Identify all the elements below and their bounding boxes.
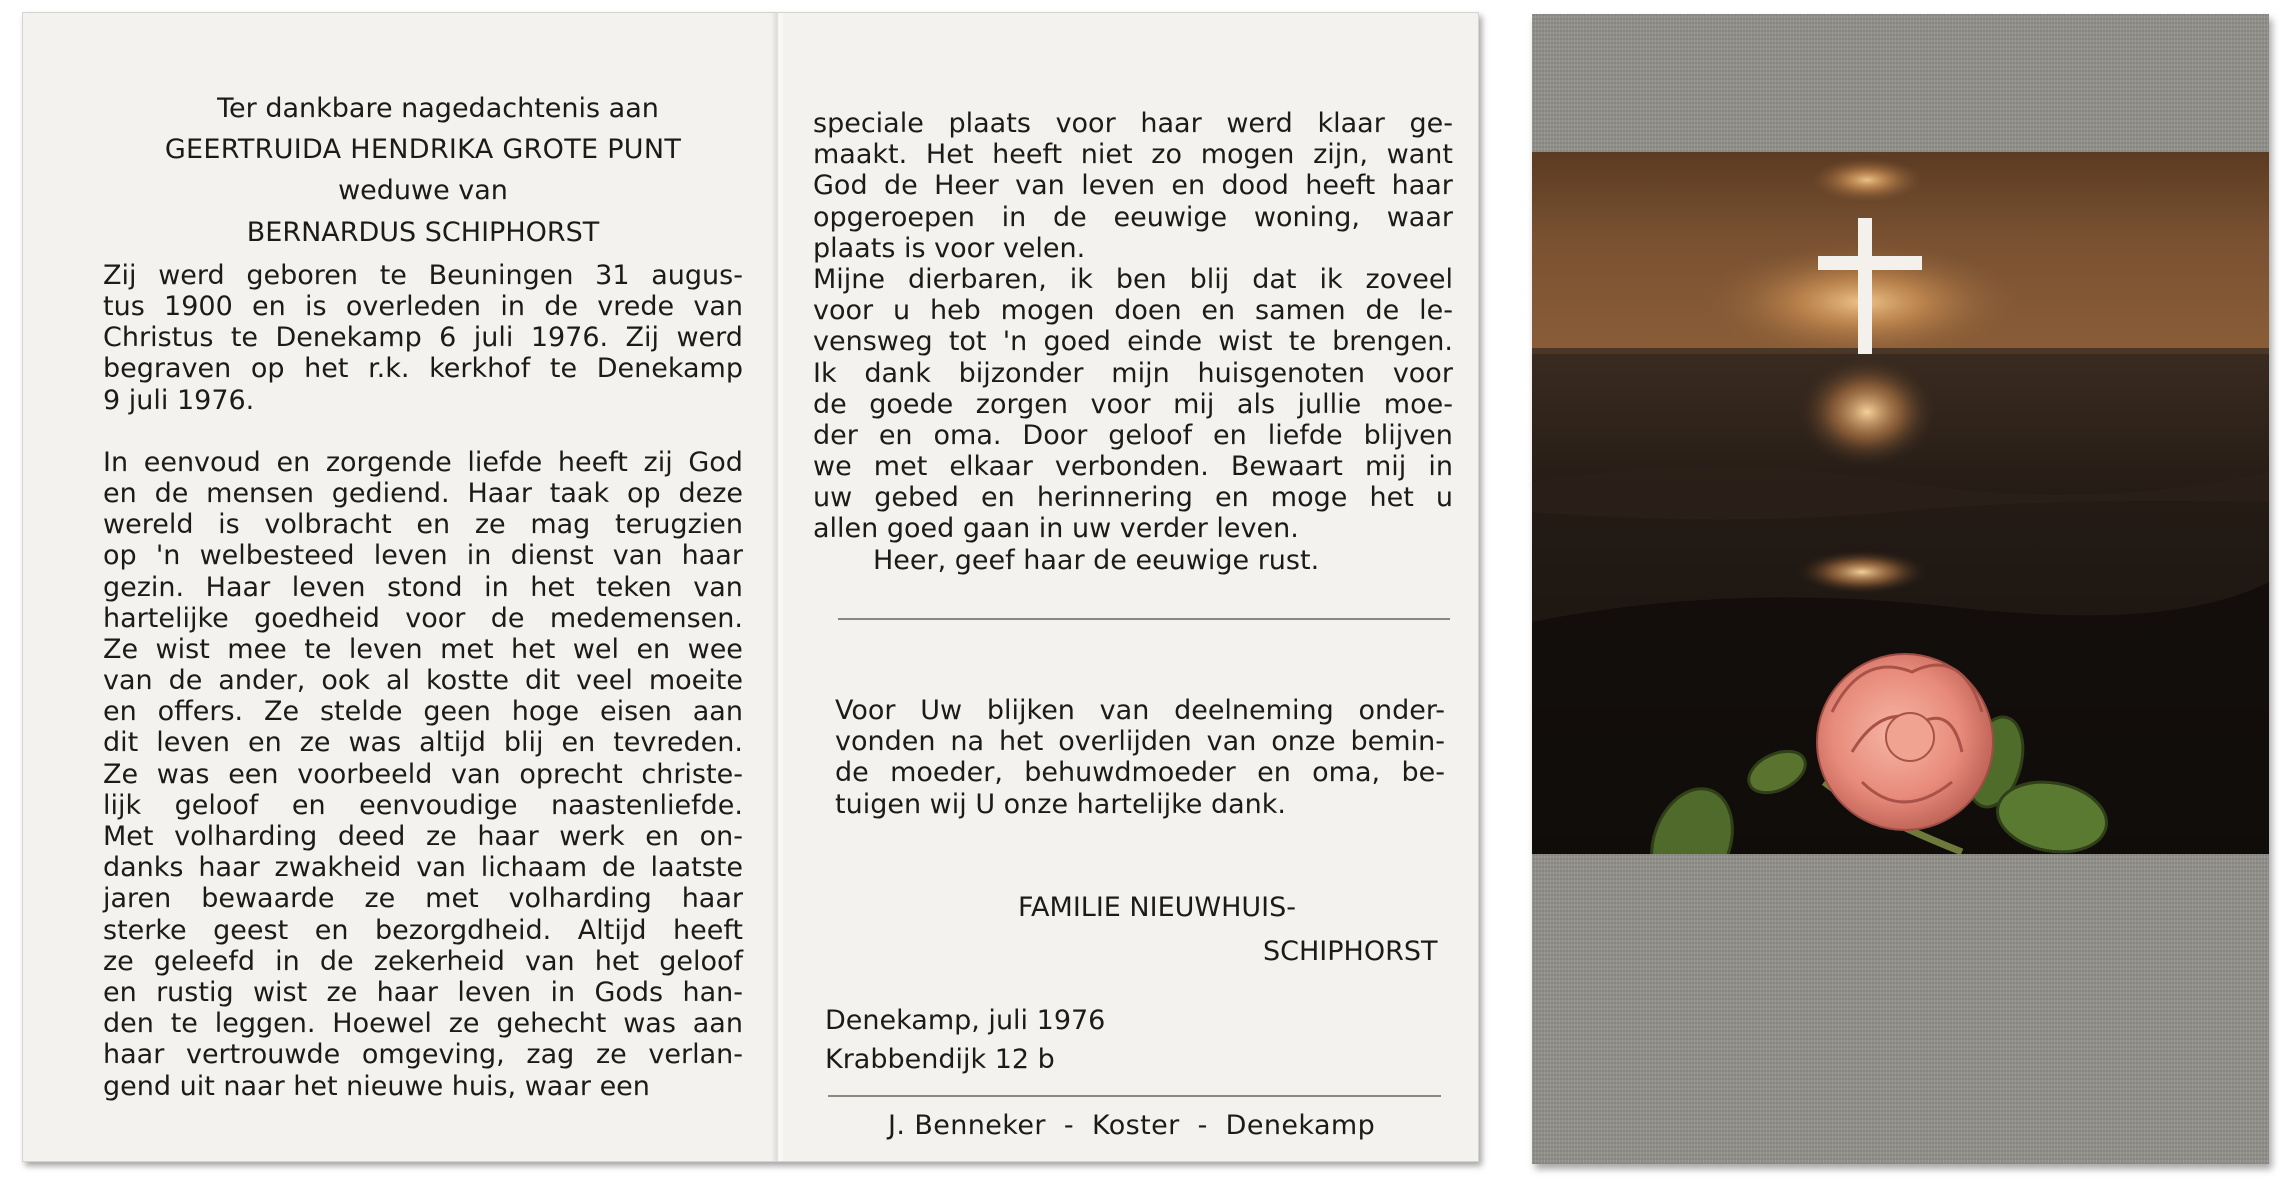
husband-name: BERNARDUS SCHIPHORST <box>246 216 600 248</box>
thanks-line: vonden na het overlijden van onze bemin- <box>835 726 1445 758</box>
address: Krabbendijk 12 b <box>825 1044 1055 1075</box>
text-line: haar vertrouwde omgeving, zag ze verlan- <box>103 1039 743 1071</box>
farewell-paragraph <box>813 264 1453 545</box>
intro-line: Ter dankbare nagedachtenis aan <box>217 93 659 124</box>
text-line: begraven op het r.k. kerkhof te Denekamp <box>103 353 743 385</box>
sunset-photo <box>1532 152 2269 854</box>
widow-of-line: weduwe van <box>338 175 508 207</box>
sunset-sea-illustration <box>1532 152 2269 854</box>
deceased-name: GEERTRUIDA HENDRIKA GROTE PUNT <box>164 134 682 166</box>
picture-card <box>1532 14 2269 1164</box>
left-page <box>103 93 743 1102</box>
text-line: Ze was een voorbeeld van oprecht christe- <box>103 758 743 790</box>
text-line: allen goed gaan in uw verder leven. <box>813 513 1299 545</box>
text-line: de goede zorgen voor mij als jullie moe- <box>813 388 1453 420</box>
text-line: speciale plaats voor haar werd klaar ge- <box>813 108 1453 139</box>
continuation-paragraph <box>813 108 1453 264</box>
text-line: God de Heer van leven en dood heeft haar <box>813 170 1453 202</box>
thanks-line: de moeder, behuwdmoeder en oma, be- <box>835 757 1445 789</box>
text-line: en de mensen gediend. Haar taak op deze <box>103 477 743 509</box>
text-line: maakt. Het heeft niet zo mogen zijn, want <box>813 139 1453 171</box>
text-line: 9 juli 1976. <box>103 384 255 416</box>
text-line: plaats is voor velen. <box>813 232 1086 264</box>
text-line: en rustig wist ze haar leven in Gods han- <box>103 976 743 1008</box>
place-and-address <box>825 1001 1105 1079</box>
divider-line <box>838 618 1450 620</box>
text-line: vensweg tot 'n goed einde wist te brengen. <box>813 326 1453 358</box>
text-line: hartelijke goedheid voor de medemensen. <box>103 602 743 634</box>
text-line: wereld is volbracht en ze mag terugzien <box>103 509 743 541</box>
text-line: gend uit naar het nieuwe huis, waar een <box>103 1070 650 1102</box>
printer-divider <box>828 1095 1441 1097</box>
text-line: Mijne dierbaren, ik ben blij dat ik zoveel <box>813 263 1453 295</box>
text-line: voor u heb mogen doen en samen de le- <box>813 295 1453 327</box>
text-line: van de ander, ook al kostte dit veel moeite <box>103 665 743 697</box>
text-line: sterke geest en bezorgdheid. Altijd heeft <box>103 914 743 946</box>
thanks-paragraph <box>835 693 1445 818</box>
text-line: uw gebed en herinnering en moge het u <box>813 482 1453 514</box>
text-line: gezin. Haar leven stond in het teken van <box>103 571 743 603</box>
text-line: jaren bewaarde ze met volharding haar <box>103 883 743 915</box>
text-line: Christus te Denekamp 6 juli 1976. Zij werd <box>103 322 743 354</box>
text-line: danks haar zwakheid van lichaam de laatste <box>103 852 743 884</box>
text-line: we met elkaar verbonden. Bewaart mij in <box>813 451 1453 483</box>
memorial-card <box>22 12 1479 1162</box>
family-signature <box>1018 886 1438 974</box>
text-line: Zij werd geboren te Beuningen 31 augus- <box>103 259 743 291</box>
tribute-paragraph <box>103 447 743 1102</box>
text-line: op 'n welbesteed leven in dienst van haar <box>103 540 743 572</box>
text-line: lijk geloof en eenvoudige naastenliefde. <box>103 789 743 821</box>
thanks-line: tuigen wij U onze hartelijke dank. <box>835 788 1286 820</box>
prayer-line: Heer, geef haar de eeuwige rust. <box>873 544 1320 576</box>
place-date: Denekamp, juli 1976 <box>825 1005 1106 1036</box>
text-line: Ik dank bijzonder mijn huisgenoten voor <box>813 357 1453 389</box>
family-line-1: FAMILIE NIEUWHUIS- <box>1018 892 1297 923</box>
text-line: den te leggen. Hoewel ze gehecht was aan <box>103 1008 743 1040</box>
text-line: tus 1900 en is overleden in de vrede van <box>103 291 743 322</box>
life-dates-paragraph <box>103 260 743 416</box>
text-line: en offers. Ze stelde geen hoge eisen aan <box>103 696 743 728</box>
text-line: ze geleefd in de zekerheid van het geloof <box>103 945 743 977</box>
right-page <box>813 108 1453 576</box>
printer-credit: J. Benneker - Koster - Denekamp <box>888 1110 1376 1141</box>
text-line: der en oma. Door geloof en liefde blijven <box>813 419 1453 451</box>
text-line: Met volharding deed ze haar werk en on- <box>103 821 743 852</box>
family-line-2: SCHIPHORST <box>1263 936 1438 967</box>
text-line: Ze wist mee te leven met het wel en wee <box>103 633 743 665</box>
text-line: dit leven en ze was altijd blij en tevreden. <box>103 727 743 759</box>
text-line: In eenvoud en zorgende liefde heeft zij God <box>103 446 743 478</box>
thanks-line: Voor Uw blijken van deelneming onder- <box>835 695 1445 726</box>
text-line: opgeroepen in de eeuwige woning, waar <box>813 201 1453 233</box>
